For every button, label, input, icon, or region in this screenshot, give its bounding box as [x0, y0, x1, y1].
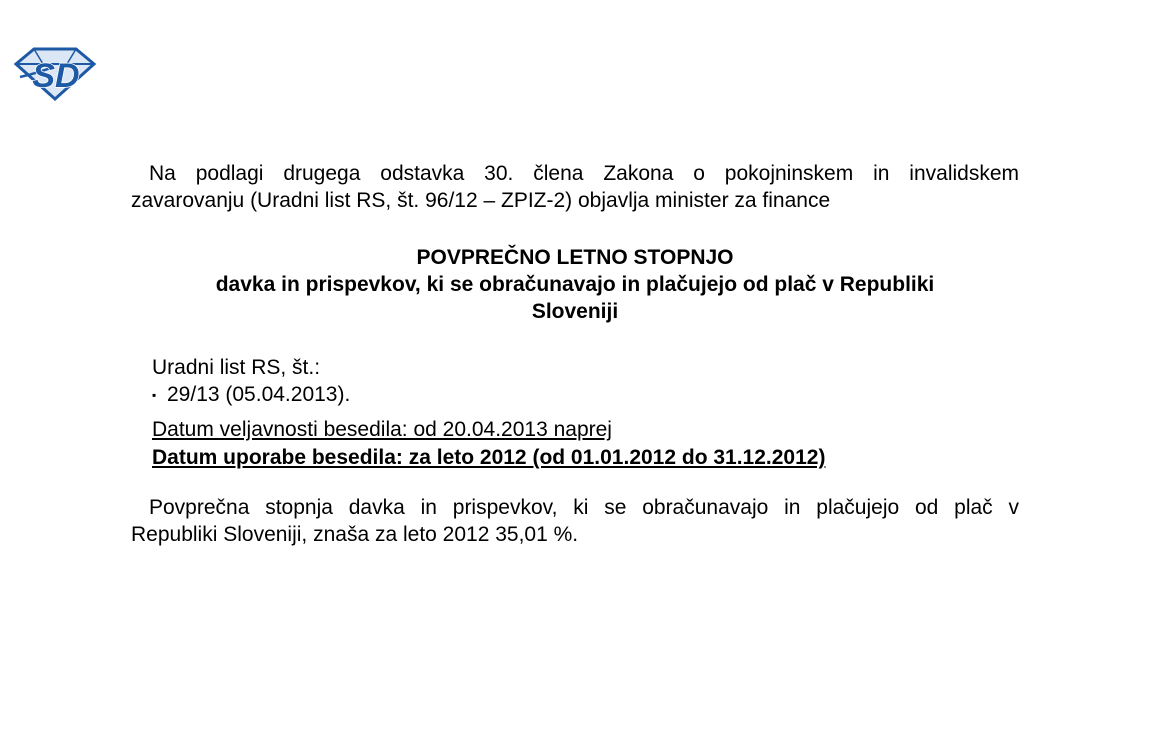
gazette-item-text: 29/13 (05.04.2013). [167, 383, 351, 406]
document-title [131, 244, 1019, 325]
square-bullet-icon: ▪ [152, 388, 157, 402]
body-line-1: Povprečna stopnja davka in prispevkov, ki se obračunavajo in plačujejo od plač v [149, 496, 1019, 519]
gazette-label: Uradni list RS, št.: [152, 356, 321, 379]
logo-letters: SD [32, 57, 80, 95]
validity-date-line [152, 416, 1019, 444]
validity-date-text: Datum veljavnosti besedila: od 20.04.2013 naprej [152, 418, 612, 441]
gazette-list-item [152, 381, 1019, 409]
body-line-2: Republiki Sloveniji, znaša za leto 2012 35,01 %. [131, 523, 579, 546]
title-line-2: davka in prispevkov, ki se obračunavajo in plačujejo od plač v Republiki [215, 273, 935, 296]
dates-section [131, 416, 1019, 472]
sd-diamond-logo [13, 46, 97, 102]
application-date-line [152, 444, 1019, 472]
title-line-3: Sloveniji [531, 300, 619, 323]
body-paragraph [131, 494, 1019, 548]
intro-paragraph [131, 160, 1019, 214]
intro-line-1: Na podlagi drugega odstavka 30. člena Zakona o pokojninskem in invalidskem [149, 162, 1019, 185]
application-date-text: Datum uporabe besedila: za leto 2012 (od 01.01.2012 do 31.12.2012) [152, 446, 826, 469]
title-line-1: POVPREČNO LETNO STOPNJO [416, 246, 734, 269]
intro-line-2: zavarovanju (Uradni list RS, št. 96/12 – ZPIZ-2) objavlja minister za finance [131, 189, 831, 212]
gazette-section [131, 354, 1019, 409]
